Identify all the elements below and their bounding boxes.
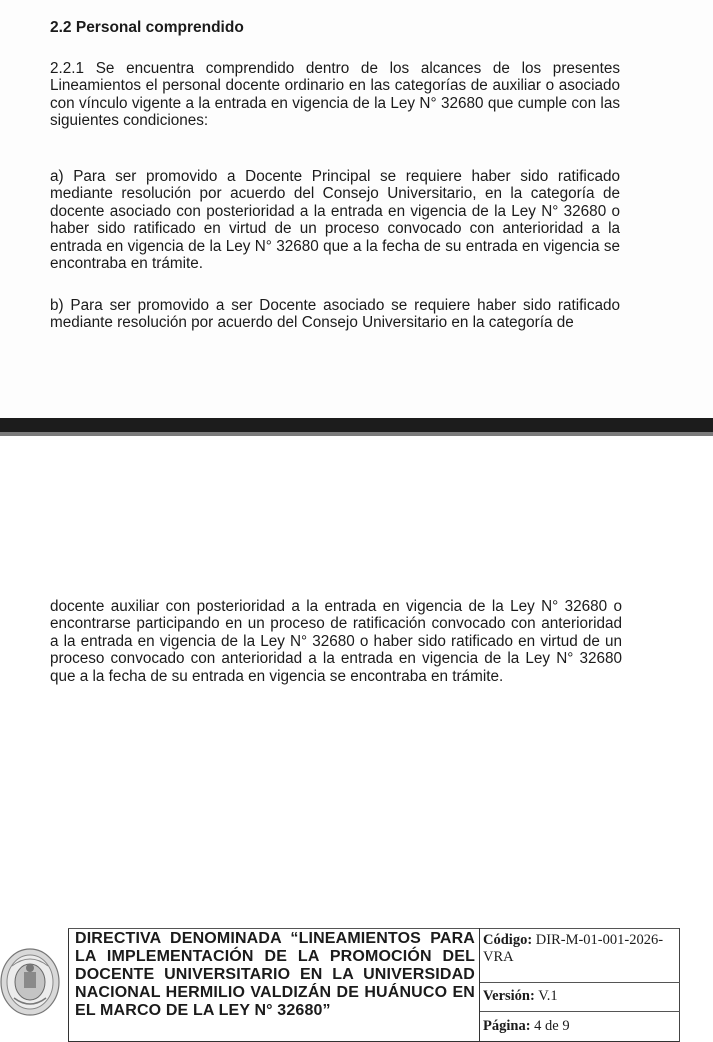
paragraph-a: a) Para ser promovido a Docente Principal se requiere haber sido ratificado mediante resolución por acuerdo del Consejo Universitario, en la categoría de docente asociado con posterioridad a la entrada en vigencia de la Ley N° 32680 o haber sido ratificado en virtud de un proceso convocado con anterioridad a la entrada en vigencia de la Ley N° 32680 que a la fecha de su entrada en vigencia se encontraba en trámite. — [50, 168, 620, 273]
continuation-paragraph: docente auxiliar con posterioridad a la entrada en vigencia de la Ley N° 32680 o encontrarse participando en un proceso de ratificación convocado con anterioridad a la entrada en vigencia de la Ley N° 32680 o haber sido ratificado en virtud de un proceso convocado con anterioridad a la entrada en vigencia de la Ley N° 32680 que a la fecha de su entrada en vigencia se encontraba en trámite. — [50, 598, 622, 685]
code-value-continued: VRA — [483, 949, 514, 965]
code-row-continued — [483, 949, 514, 966]
version-value: V.1 — [538, 988, 558, 1004]
header-divider-mid — [479, 928, 480, 1042]
paragraph-2-2-1: 2.2.1 Se encuentra comprendido dentro de los alcances de los presentes Lineamientos el personal docente ordinario en las categorías de auxiliar o asociado con vínculo vigente a la entrada en vigencia de la Ley N° 32680 que cumple con las siguientes condiciones: — [50, 60, 620, 130]
page-top — [0, 0, 713, 418]
code-row — [483, 932, 663, 949]
page-label: Página: — [483, 1018, 531, 1034]
section-heading: 2.2 Personal comprendido — [50, 19, 244, 36]
header-border-top — [68, 928, 680, 929]
page-value: 4 de 9 — [534, 1018, 570, 1034]
version-label: Versión: — [483, 988, 535, 1004]
version-row — [483, 988, 558, 1005]
page-row — [483, 1018, 570, 1035]
code-label: Código: — [483, 932, 533, 948]
meta-divider-2 — [480, 1011, 680, 1012]
header-border-right — [679, 928, 680, 1042]
university-seal-icon — [0, 938, 66, 1022]
page-break-band — [0, 418, 713, 432]
code-value: DIR-M-01-001-2026- — [535, 932, 664, 948]
meta-divider-1 — [480, 982, 680, 983]
directive-title: DIRECTIVA DENOMINADA “LINEAMIENTOS PARA LA IMPLEMENTACIÓN DE LA PROMOCIÓN DEL DOCENTE UNIVERSITARIO EN LA UNIVERSIDAD NACIONAL HERMILIO VALDIZÁN DE HUÁNUCO EN EL MARCO DE LA LEY N° 32680” — [75, 930, 475, 1019]
header-divider-left — [68, 928, 69, 1042]
paragraph-b: b) Para ser promovido a ser Docente asociado se requiere haber sido ratificado mediante resolución por acuerdo del Consejo Universitario en la categoría de — [50, 297, 620, 332]
